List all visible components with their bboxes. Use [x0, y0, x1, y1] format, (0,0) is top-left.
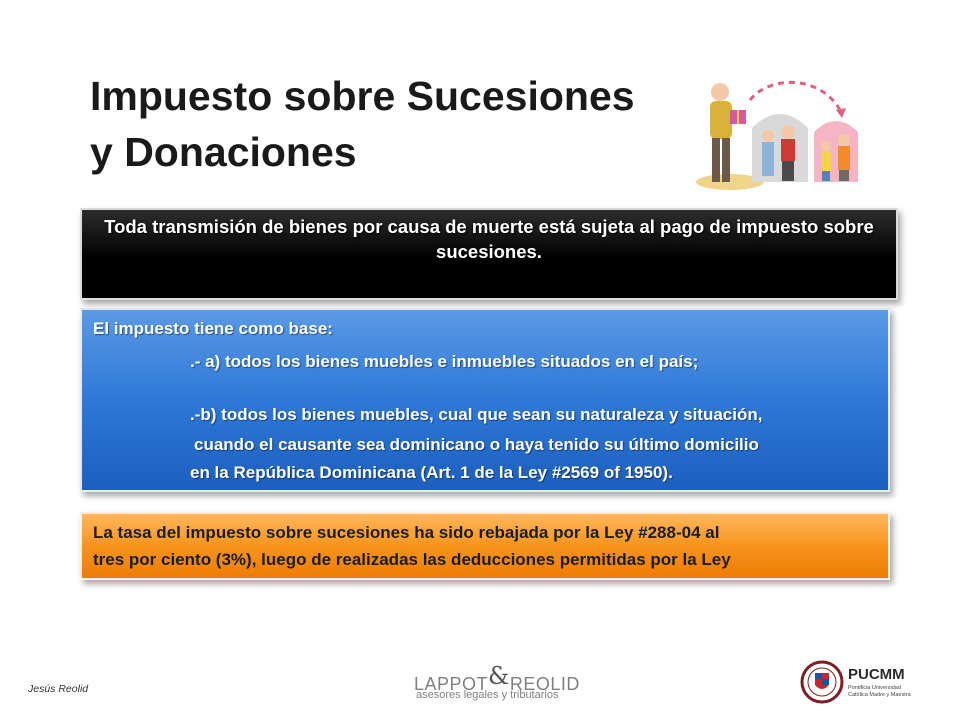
tax-base-box	[80, 308, 890, 492]
tax-base-item-b-line-2: cuando el causante sea dominicano o haya tenido su último domicilio	[194, 435, 759, 454]
logo-right-word: REOLID	[509, 674, 580, 694]
tax-rate-line-1: La tasa del impuesto sobre sucesiones ha sido rebajada por la Ley #288-04 al	[93, 523, 720, 542]
inheritance-principle-text: Toda transmisión de bienes por causa de muerte está sujeta al pago de impuesto sobre sucesiones.	[104, 216, 874, 262]
tax-base-item-b-line-3: en la República Dominicana (Art. 1 de la Ley #2569 of 1950).	[190, 463, 673, 482]
tax-base-item-b-line-1: .-b) todos los bienes muebles, cual que sean su naturaleza y situación,	[190, 405, 763, 424]
slide-title-line-2: y Donaciones	[90, 129, 357, 175]
author-name: Jesús Reolid	[28, 683, 89, 695]
university-name: PUCMM	[848, 666, 905, 683]
tax-base-item-a: .- a) todos los bienes muebles e inmuebles situados en el país;	[190, 352, 699, 371]
pucmm-logo	[800, 660, 940, 712]
tax-rate-line-2: tres por ciento (3%), luego de realizadas las deducciones permitidas por la Ley	[93, 550, 731, 569]
inheritance-principle-box	[80, 208, 898, 300]
slide-title-line-1: Impuesto sobre Sucesiones	[90, 73, 635, 119]
university-seal-icon	[800, 660, 844, 704]
university-subtitle: Pontificia Universidad Católica Madre y Maestra	[848, 685, 911, 698]
logo-tagline: asesores legales y tributarios	[416, 689, 559, 701]
tax-base-heading: El impuesto tiene como base:	[93, 319, 333, 338]
logo-ampersand: &	[488, 662, 510, 690]
lappot-reolid-logo	[412, 658, 580, 706]
family-inheritance-illustration-icon	[690, 70, 870, 190]
logo-left-word: LAPPOT	[414, 674, 489, 694]
slide-title	[90, 68, 710, 180]
tax-rate-box	[80, 512, 890, 580]
